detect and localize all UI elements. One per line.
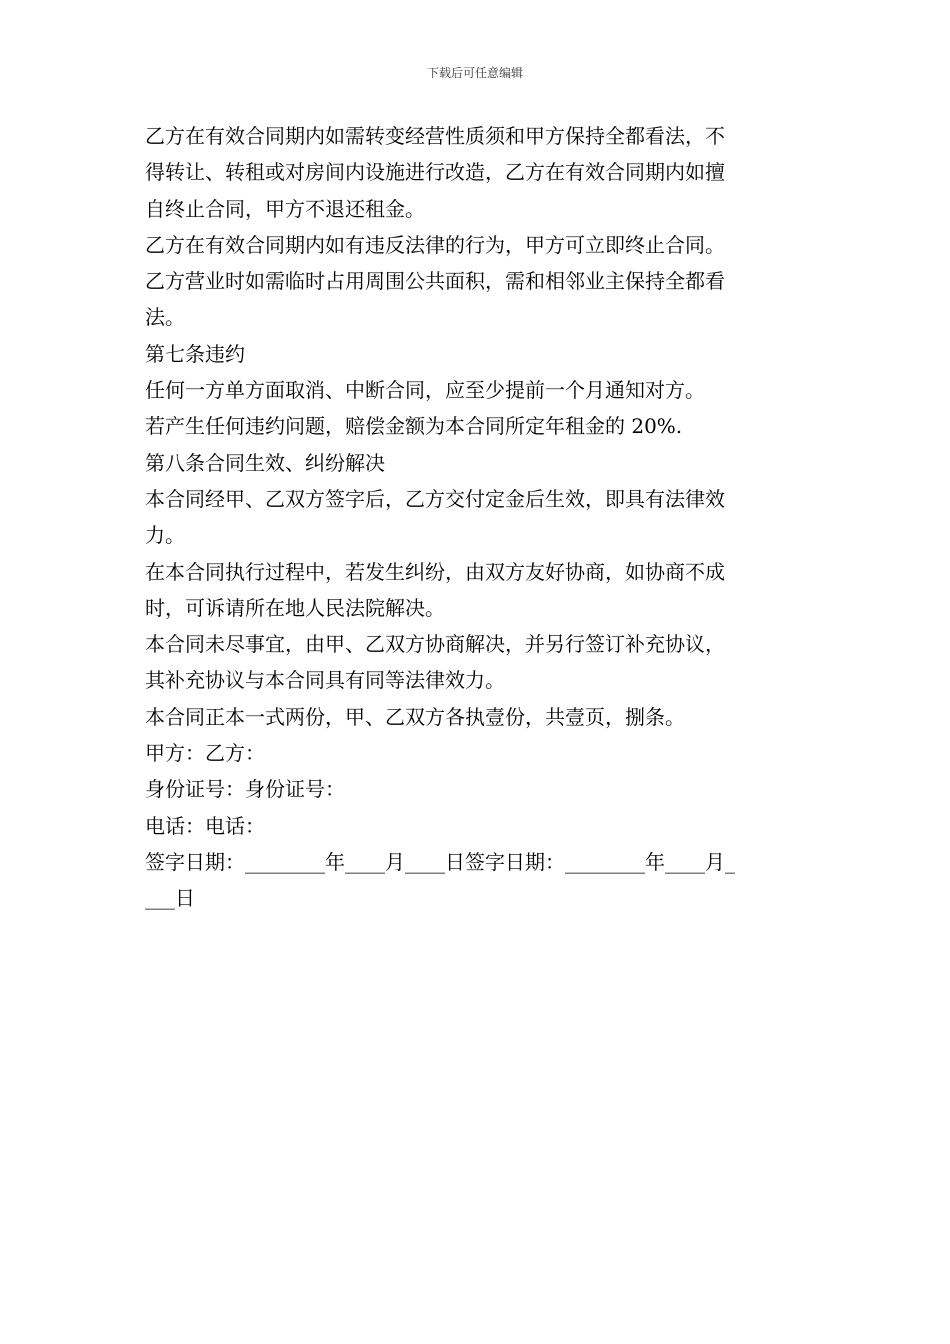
party-names-line: 甲方：乙方： xyxy=(145,741,265,766)
phone-line: 电话：电话： xyxy=(145,813,265,838)
id-number-line: 身份证号：身份证号： xyxy=(145,777,345,802)
paragraph-line: 任何一方单方面取消、中断合同，应至少提前一个月通知对方。 xyxy=(145,378,705,403)
paragraph-line: 得转让、转租或对房间内设施进行改造，乙方在有效合同期内如擅 xyxy=(145,160,725,185)
paragraph-line: 法。 xyxy=(145,305,185,330)
section-heading-effect: 第八条合同生效、纠纷解决 xyxy=(145,450,385,475)
paragraph-line: 力。 xyxy=(145,523,185,548)
paragraph-line: 本合同未尽事宜，由甲、乙双方协商解决，并另行签订补充协议， xyxy=(145,632,725,657)
section-heading-breach: 第七条违约 xyxy=(145,341,245,366)
document-body xyxy=(145,118,810,917)
paragraph-line: 自终止合同，甲方不退还租金。 xyxy=(145,196,425,221)
paragraph-line: 在本合同执行过程中，若发生纠纷，由双方友好协商，如协商不成 xyxy=(145,559,725,584)
paragraph-line: 时，可诉请所在地人民法院解决。 xyxy=(145,595,445,620)
paragraph-line: 乙方在有效合同期内如需转变经营性质须和甲方保持全都看法，不 xyxy=(145,124,725,148)
paragraph-line: 本合同经甲、乙双方签字后，乙方交付定金后生效，即具有法律效 xyxy=(145,486,725,511)
paragraph-line: 乙方在有效合同期内如有违反法律的行为，甲方可立即终止合同。 xyxy=(145,232,725,257)
page-header: 下载后可任意编辑 xyxy=(426,66,523,80)
paragraph-line: 其补充协议与本合同具有同等法律效力。 xyxy=(145,668,505,693)
paragraph-line: 乙方营业时如需临时占用周围公共面积，需和相邻业主保持全都看 xyxy=(145,269,725,294)
paragraph-line: 本合同正本一式两份，甲、乙双方各执壹份，共壹页，捌条。 xyxy=(145,704,685,729)
sign-date-line-continued: ___日 xyxy=(145,886,195,911)
paragraph-line: 若产生任何违约问题，赔偿金额为本合同所定年租金的 20%. xyxy=(145,414,683,439)
sign-date-line: 签字日期：________年____月____日签字日期：________年____月_ xyxy=(145,849,735,874)
